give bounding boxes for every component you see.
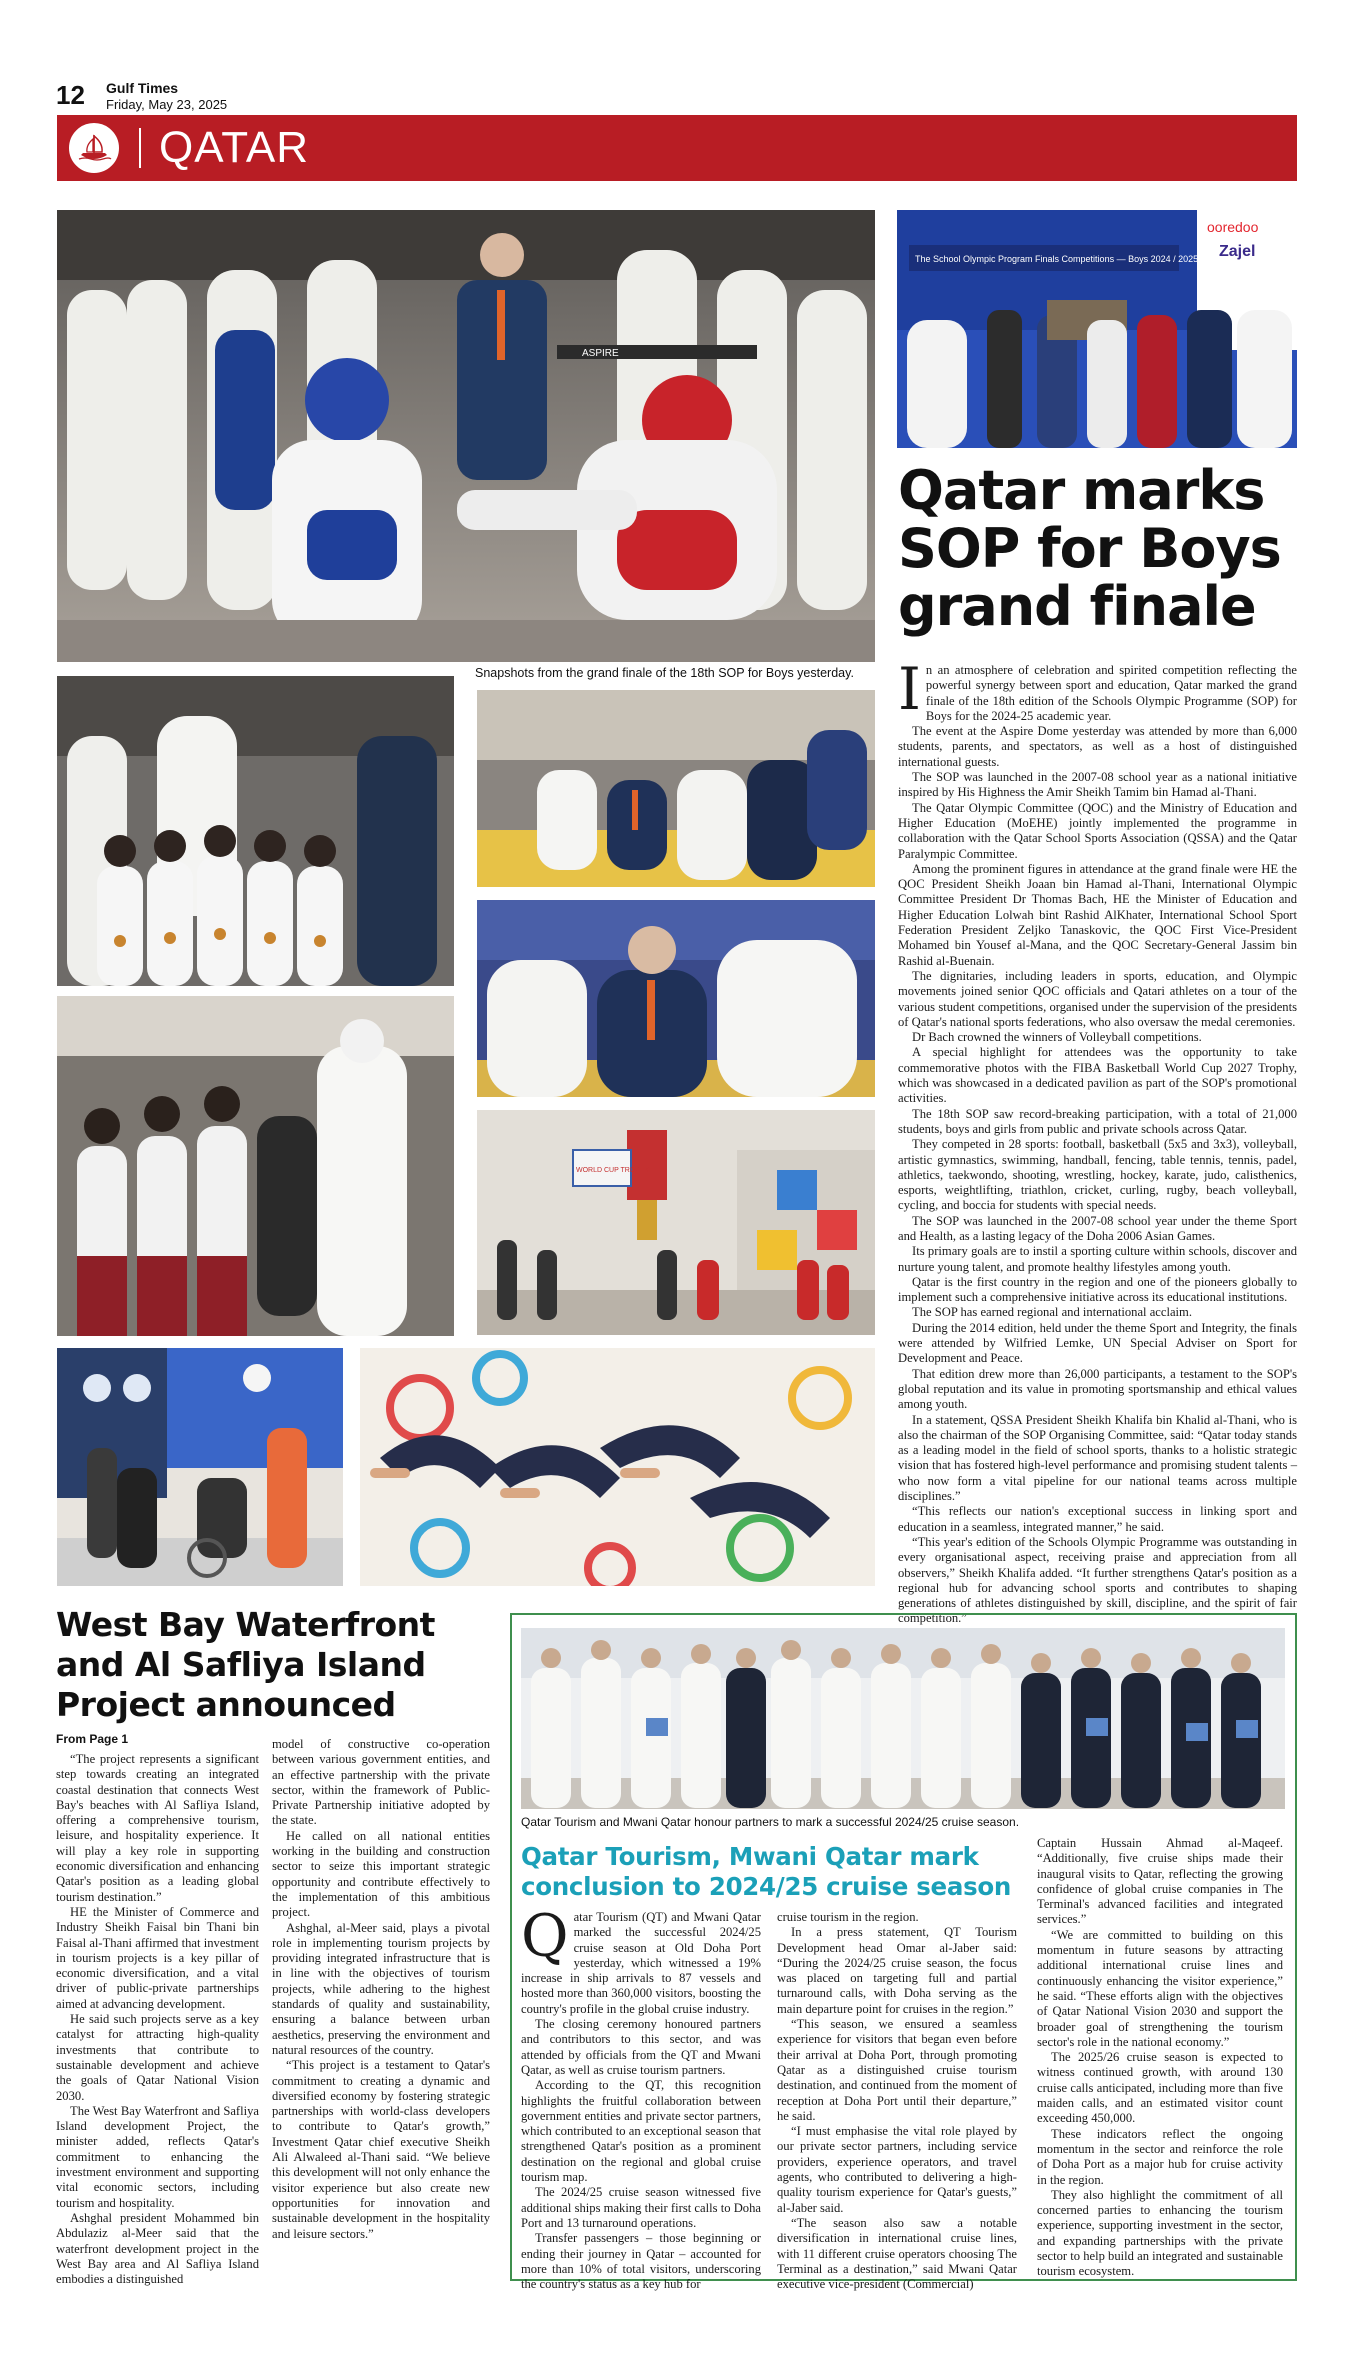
- sop-paragraph: The SOP has earned regional and international acclaim.: [912, 1305, 1192, 1320]
- main-photo-caption: Snapshots from the grand finale of the 18th SOP for Boys yesterday.: [475, 666, 854, 680]
- sop-paragraph: Dr Bach crowned the winners of Volleyball competitions.: [912, 1030, 1202, 1045]
- westbay-paragraph: He called on all national entities working in the building and construction sector to seize this important strategic opportunity and contribute effectively to the implementation of this ambitious project.: [272, 1828, 490, 1920]
- westbay-paragraph: model of constructive co-operation between various government entities, and an effective partnership with the private sector, within the framework of Public-Private Partnership initiative adopted by the state.: [272, 1737, 490, 1828]
- westbay-headline: West Bay Waterfront and Al Safliya Island Project announced: [56, 1605, 435, 1724]
- sop-headline: Qatar marks SOP for Boys grand finale: [898, 459, 1281, 638]
- photo-girls-medals: [57, 676, 454, 986]
- westbay-column-2: [272, 1737, 490, 2242]
- sop-paragraph: In a statement, QSSA President Sheikh Khalifa bin Khalid al-Thani, who is also the chairman of the SOP Organising Committee, said: “Qatar today stands as a leading model in the field of school sports, thanks to a holistic strategic vision that has fostered high-level performance and promising student talents – who now form a vital pipeline for our national teams across multiple disciplines.”: [898, 1412, 1297, 1504]
- cruise-paragraph: According to the QT, this recognition highlights the fruitful collaboration between government entities and private sector partners, which contributed to an exceptional season that strengthened Qatar's position as a prominent destination on the regional and global cruise tourism map.: [521, 2078, 761, 2185]
- westbay-paragraph: He said such projects serve as a key catalyst for attracting high-quality investments that contribute to sustainable development and achieve the goals of Qatar National Vision 2030.: [56, 2012, 259, 2103]
- dhow-icon: [69, 123, 119, 173]
- westbay-paragraph: Ashghal, al-Meer said, plays a pivotal role in implementing tourism projects by providing integrated infrastructure that is in line with the objectives of tourism projects, while adhering to the highest standards of quality and sustainability, ensuring a balance between urban aesthetics, preserving the environment and natural resources of the country.: [272, 1920, 490, 2057]
- sop-paragraph: During the 2014 edition, held under the theme Sport and Integrity, the finals were attended by Wilfried Lemke, UN Special Adviser on Sport for Development and Peace.: [898, 1320, 1297, 1366]
- cruise-paragraph: In a press statement, QT Tourism Development head Omar al-Jaber said: “During the 2024/25 cruise season, the focus was placed on targeting full and partial turnaround calls, with Doha serving as the main departure point for cruises in the region.”: [777, 1925, 1017, 2016]
- westbay-paragraph: “This project is a testament to Qatar's commitment to creating a dynamic and diversified economy by fostering strategic partnerships with world-class developers to contribute to Qatar's growth,” Investment Qatar chief executive Sheikh Ali Alwaleed al-Thani said. “We believe this development will not only enhance the visitor experience but also create new opportunities for innovation and sustainable development in the hospitality and leisure sectors.”: [272, 2058, 490, 2241]
- cruise-paragraph: “I must emphasise the vital role played by our private sector partners, including service providers, experience operators, and travel agents, who contributed to delivering a high-quality tourism experience for Qatar's guests,” al-Jaber said.: [777, 2124, 1017, 2215]
- cruise-paragraph: “The season also saw a notable diversification in international cruise lines, with 11 different cruise operators choosing The Terminal as a destination,” said Mwani Qatar executive vice-president (Commercial): [777, 2215, 1017, 2292]
- arena-sign: ASPIRE: [582, 348, 619, 359]
- sop-paragraph: In an atmosphere of celebration and spirited competition reflecting the powerful synergy between sport and education, Qatar marked the grand finale of the 18th edition of the Schools Olympic Programme (SOP) for Boys for the 2024-25 academic year.: [898, 655, 1297, 723]
- cruise-column-3: [1037, 1836, 1283, 2280]
- sop-paragraph: “This reflects our nation's exceptional success in linking sport and education in a seamless, integrated manner,” he said.: [898, 1504, 1297, 1534]
- photo-taekwondo-dignitaries: [57, 210, 875, 662]
- sop-paragraph: Among the prominent figures in attendance at the grand finale were HE the QOC President Sheikh Joaan bin Hamad al-Thani, International Olympic Committee President Dr Thomas Bach, HE the Minister of Education and Higher Education Lolwah bint Rashid AlKhater, International School Sport Federation President Zeljko Tanaskovic, the QOC First Vice-President Mohamed bin Yousef al-Mana, and the QOC Secretary-General Jassim bin Rashid al-Buenain.: [898, 861, 1297, 968]
- photo-podium-ceremony: [897, 210, 1297, 448]
- westbay-paragraph: HE the Minister of Commerce and Industry Sheikh Faisal bin Thani bin Faisal al-Thani affirmed that investment in tourism projects is a key pillar of economic diversification, and a vital driver of public-private partnerships aimed at advancing development.: [56, 1904, 259, 2011]
- sop-article-body: [898, 655, 1297, 1627]
- cruise-paragraph: cruise tourism in the region.: [777, 1910, 919, 1924]
- cruise-paragraph: These indicators reflect the ongoing momentum in the sector and reinforce the role of Doha Port as a major hub for cruise activity in the region.: [1037, 2126, 1283, 2187]
- banner-event-title: The School Olympic Program Finals Competitions — Boys 2024 / 2025: [915, 254, 1199, 264]
- westbay-column-1: [56, 1752, 259, 2287]
- photo-gymnastics-floor: [360, 1348, 875, 1586]
- banner-sponsor-2: Zajel: [1219, 243, 1256, 260]
- section-title: QATAR: [159, 123, 310, 172]
- sop-paragraph: The event at the Aspire Dome yesterday was attended by more than 6,000 students, parents, and spectators, as well as a host of distinguished international guests.: [898, 724, 1297, 769]
- sop-paragraph: Its primary goals are to instil a sporting culture within schools, discover and nurture young talent, and promote healthy lifestyles among youth.: [898, 1244, 1297, 1274]
- photo-cruise-honourees: [521, 1628, 1285, 1809]
- banner-sponsor-1: ooredoo: [1207, 219, 1259, 235]
- sop-paragraph: The SOP was launched in the 2007-08 school year as a national initiative inspired by His Highness the Amir Sheikh Tamim bin Hamad al-Thani.: [898, 770, 1297, 800]
- section-bar: [57, 115, 1297, 181]
- cruise-column-2: [777, 1910, 1017, 2292]
- westbay-paragraph: “The project represents a significant step towards creating an integrated coastal destination that connects West Bay's beaches with Al Safliya Island, offering a comprehensive tourism, leisure, and hospitality experience. It will play a key role in supporting economic diversification and enhancing Qatar's position as a leading global tourism destination.”: [56, 1752, 259, 1904]
- sop-paragraph: The Qatar Olympic Committee (QOC) and the Ministry of Education and Higher Education (MoEHE) jointly implemented the programme in collaboration with the Qatar School Sports Association (QSSA) and the Qatar Paralympic Committee.: [898, 800, 1297, 861]
- cruise-paragraph: The 2025/26 cruise season is expected to witness continued growth, with around 130 cruise calls anticipated, including more than five maiden calls, and an estimated visitor count exceeding 450,000.: [1037, 2050, 1283, 2126]
- paper-date: Friday, May 23, 2025: [106, 97, 228, 112]
- sop-paragraph: Qatar is the first country in the region and one of the pioneers globally to implement such a comprehensive initiative across its educational institutions.: [898, 1274, 1297, 1305]
- photo-boccia-wheelchair: [57, 1348, 343, 1586]
- photo-gymnasts-highfive: [57, 996, 454, 1336]
- sop-paragraph: “This year's edition of the Schools Olympic Programme was outstanding in every organisational aspect, receiving praise and appreciation from all observers,” Sheikh Khalifa added. “It further strengthens Qatar's position as a regional hub for advancing school sports and contributes to shaping generations of athletes distinguished by skill, discipline, and the spirit of fair competition.”: [898, 1534, 1297, 1626]
- cruise-paragraph: The closing ceremony honoured partners and contributors to this sector, and was attended by officials from the QT and Mwani Qatar, as well as cruise tourism partners.: [521, 2017, 761, 2077]
- cruise-photo-caption: Qatar Tourism and Mwani Qatar honour partners to mark a successful 2024/25 cruise season.: [521, 1815, 1020, 1829]
- cruise-paragraph: “We are committed to building on this momentum in future seasons by attracting additional international cruise lines and continuously enhancing the visitor experience,” he said. “These efforts align with the objectives of Qatar National Vision 2030 and support the broader goal of strengthening the tourism sector's role in the national economy.”: [1037, 1927, 1283, 2049]
- page-number: 12: [56, 80, 85, 110]
- westbay-byline: From Page 1: [56, 1732, 129, 1746]
- sop-paragraph: The dignitaries, including leaders in sports, education, and Olympic movements joined senior QOC officials and Qatari athletes on a tour of the various student competitions, organised under the supervision of the presidents of Qatar's national sports federations, who also oversaw the medal ceremonies.: [898, 968, 1297, 1029]
- cruise-column-1: [521, 1902, 761, 2292]
- cruise-paragraph: Transfer passengers – those beginning or ending their journey in Qatar – accounted for more than 10% of total visitors, underscoring the country's status as a key hub for: [521, 2231, 761, 2292]
- cruise-paragraph: The 2024/25 cruise season witnessed five additional ships making their first calls to Doha Port and 13 turnaround operations.: [521, 2185, 761, 2230]
- sop-paragraph: The SOP was launched in the 2007-08 school year under the theme Sport and Health, as a lasting legacy of the Doha 2006 Asian Games.: [898, 1213, 1297, 1243]
- bar-divider: [139, 128, 141, 168]
- sop-paragraph: They competed in 28 sports: football, basketball (5x5 and 3x3), volleyball, artistic gymnastics, swimming, handball, fencing, table tennis, tennis, padel, athletics, taekwondo, shooting, wrestling, hockey, karate, judo, calisthenics, esports, weightlifting, triathlon, cricket, curling, rugby, beach volleyball, cycling, and boccia for students with special needs.: [898, 1137, 1297, 1213]
- cruise-paragraph: Captain Hussain Ahmad al-Maqeef. “Additionally, five cruise ships made their inaugural visits to Qatar, reflecting the growing confidence of global cruise companies in The Terminal's advanced facilities and integrated services.”: [1037, 1836, 1283, 1927]
- kiosk-label: WORLD CUP TROPHY: [576, 1167, 650, 1174]
- westbay-paragraph: Ashghal president Mohammed bin Abdulaziz al-Meer said that the waterfront development project in the West Bay area and Al Safliya Island embodies a distinguished: [56, 2210, 259, 2287]
- sop-paragraph: That edition drew more than 26,000 participants, a testament to the SOP's global reputation and its value in promoting sportsmanship and ethical values among youth.: [898, 1366, 1297, 1412]
- photo-bach-seated: [477, 900, 875, 1097]
- cruise-headline: Qatar Tourism, Mwani Qatar mark conclusion to 2024/25 cruise season: [521, 1842, 1012, 1901]
- cruise-paragraph: Qatar Tourism (QT) and Mwani Qatar marked the successful 2024/25 cruise season at Old Doha Port yesterday, which witnessed a 19% increase in ship arrivals to 87 vessels and hosted more than 360,000 visitors, boosting the country's profile in the global cruise industry.: [521, 1902, 761, 2016]
- paper-name: Gulf Times: [106, 80, 179, 96]
- sop-paragraph: The 18th SOP saw record-breaking participation, with a total of 21,000 students, boys and girls from public and private schools across Qatar.: [898, 1106, 1297, 1136]
- sop-paragraph: A special highlight for attendees was the opportunity to take commemorative photos with the FIBA Basketball World Cup 2027 Trophy, which was showcased in a dedicated pavilion as part of the SOP's promotional activities.: [898, 1045, 1297, 1106]
- westbay-paragraph: The West Bay Waterfront and Safliya Island development Project, the minister added, reflects Qatar's commitment to enhancing the investment environment and supporting vital economic sectors, including tourism and hospitality.: [56, 2103, 259, 2210]
- photo-dignitaries-stands: [477, 690, 875, 887]
- cruise-paragraph: They also highlight the commitment of all concerned parties to enhancing the tourism experience, supporting investment in the sector, and expanding partnerships with the private sector to help build an integrated and sustainable tourism ecosystem.: [1037, 2187, 1283, 2279]
- cruise-paragraph: “This season, we ensured a seamless experience for visitors that began even before their arrival at Doha Port, through promoting Qatar as a distinguished cruise tourism destination, and continued from the moment of reception at Doha Port until their departure,” he said.: [777, 2017, 1017, 2123]
- photo-world-cup-pavilion: [477, 1110, 875, 1335]
